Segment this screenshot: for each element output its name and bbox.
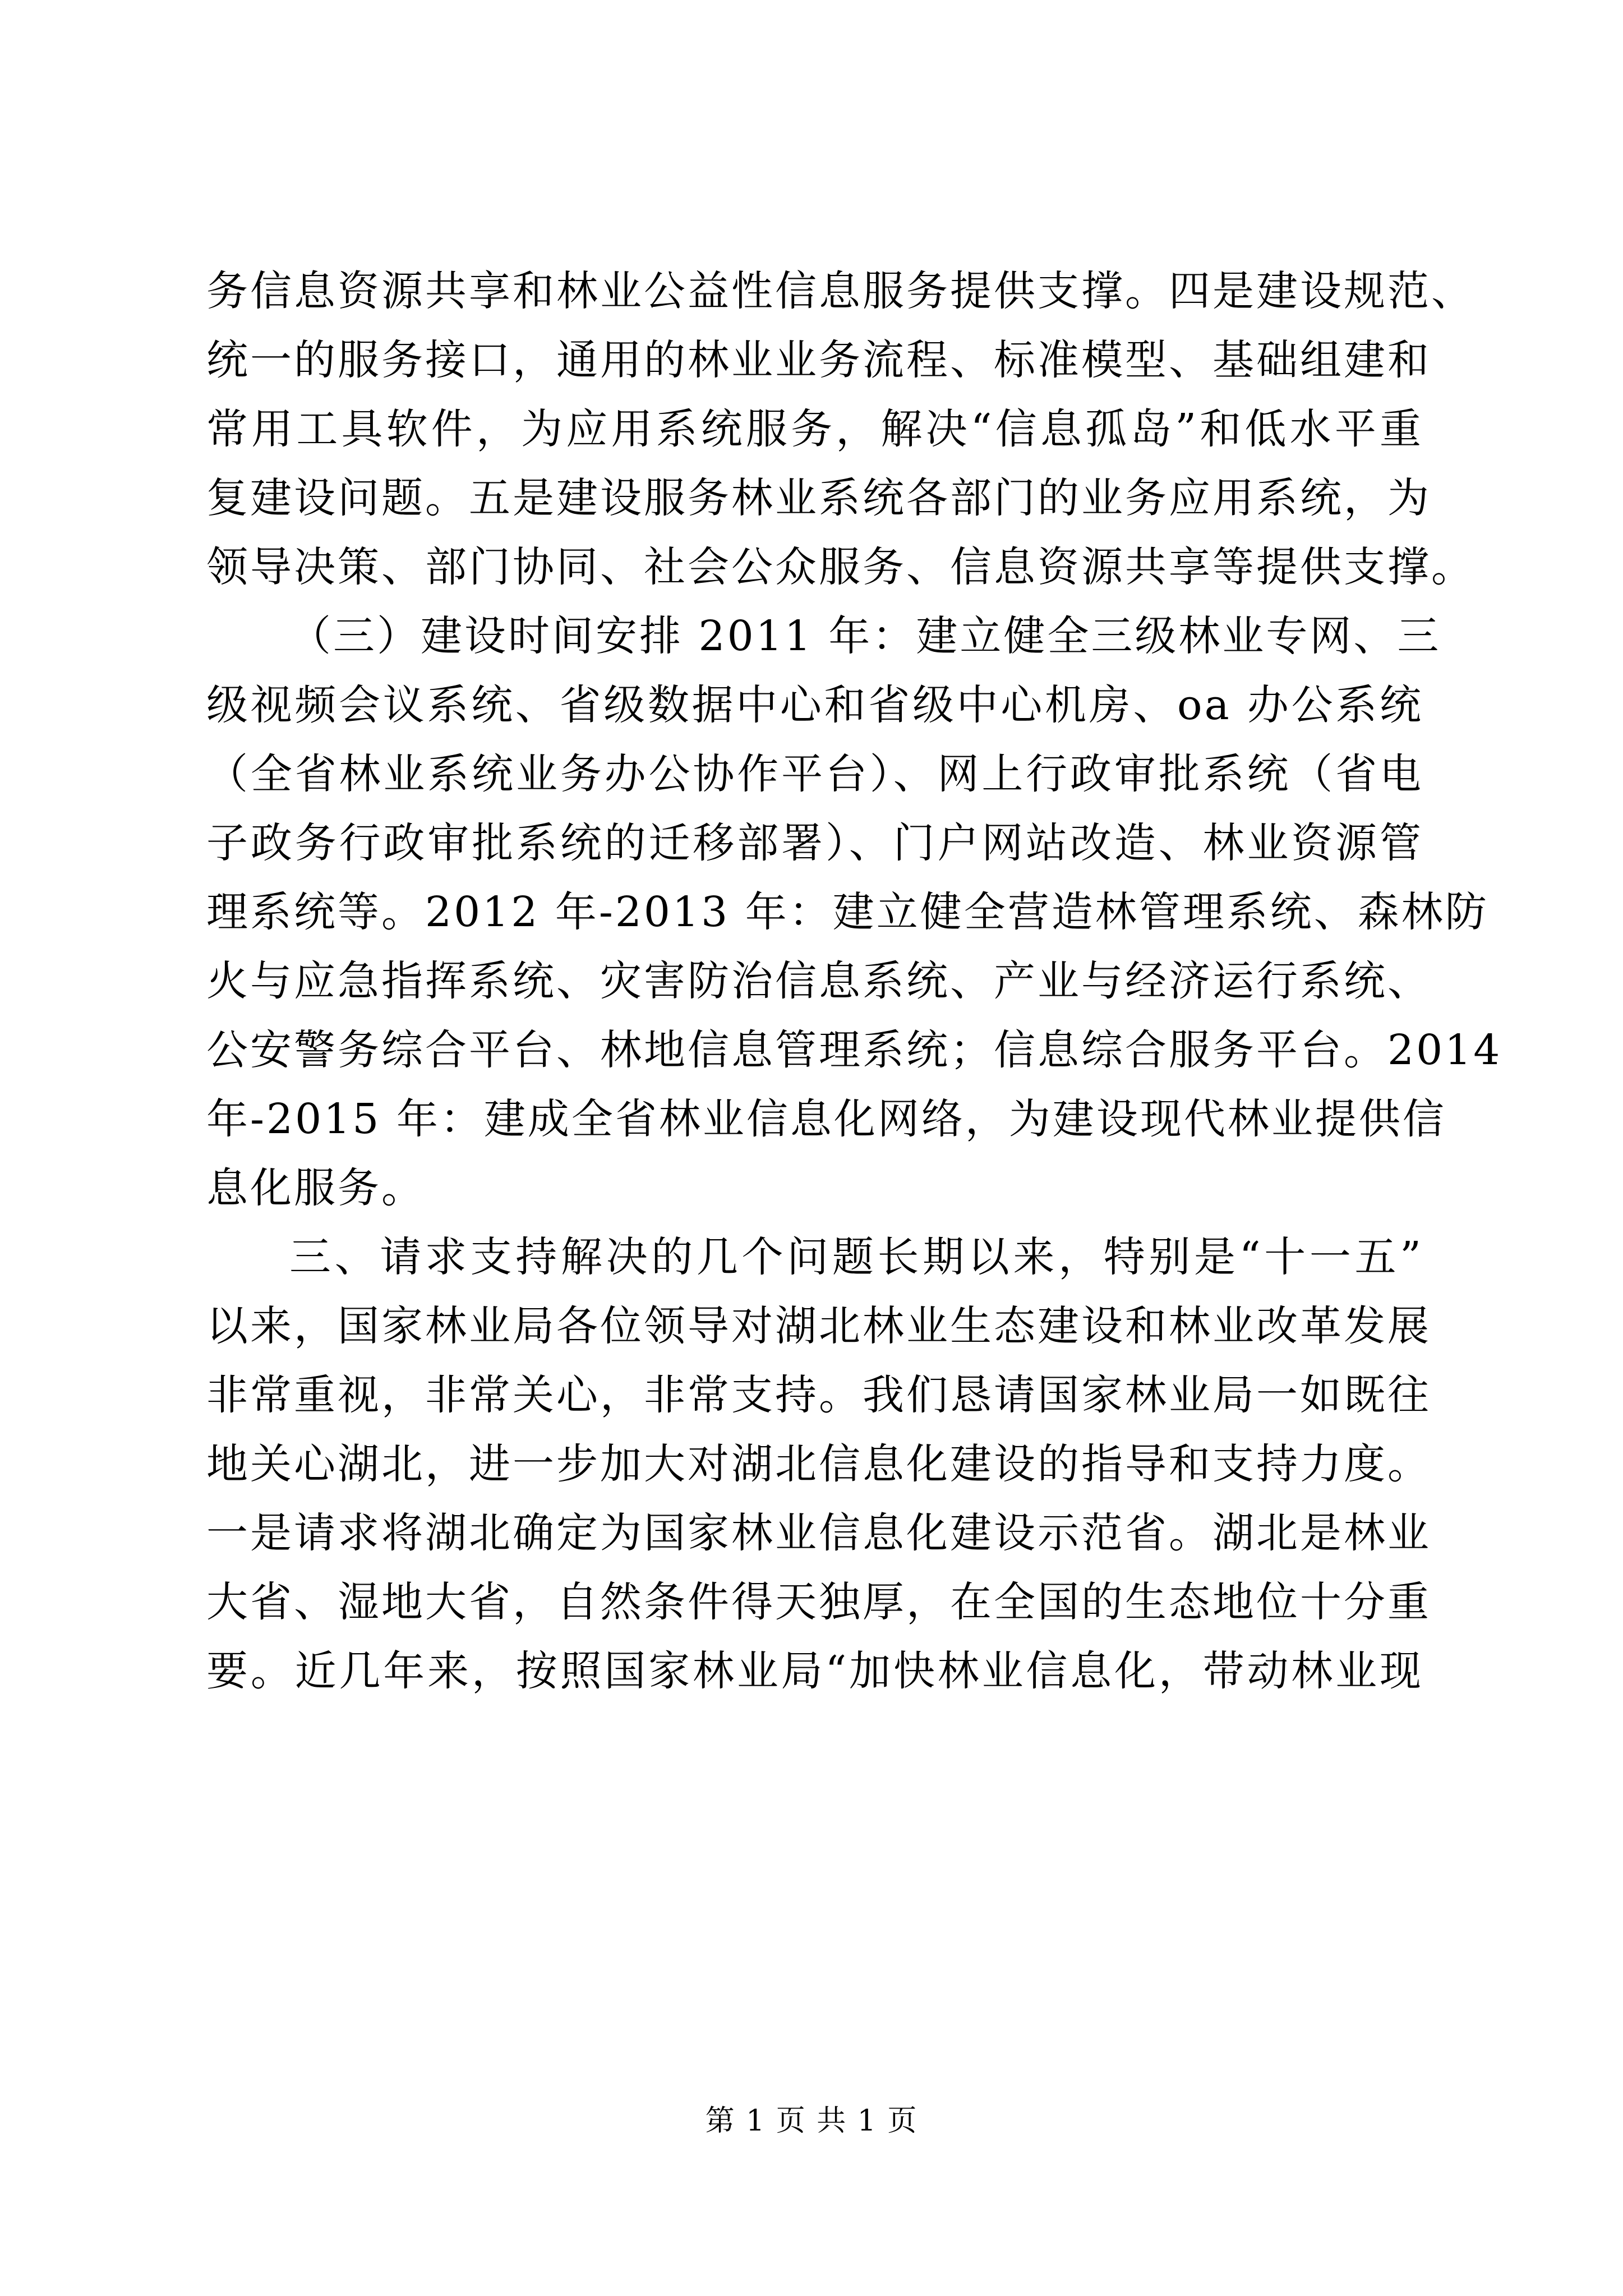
text-line: 地关心湖北，进一步加大对湖北信息化建设的指导和支持力度。 [206, 1440, 1431, 1488]
text-line: 公安警务综合平台、林地信息管理系统；信息综合服务平台。2014 [206, 1026, 1502, 1074]
text-line: （全省林业系统业务办公协作平台）、网上行政审批系统（省电 [206, 750, 1423, 798]
text-line: 子政务行政审批系统的迁移部署）、门户网站改造、林业资源管 [206, 819, 1423, 867]
paragraph-start-line: （三）建设时间安排 2011 年：建立健全三级林业专网、三 [289, 612, 1441, 660]
paragraph-start-line: 三、请求支持解决的几个问题长期以来，特别是“十一五” [289, 1233, 1423, 1281]
text-line: 息化服务。 [206, 1164, 425, 1212]
text-line: 以来，国家林业局各位领导对湖北林业生态建设和林业改革发展 [206, 1302, 1431, 1350]
text-line: 领导决策、部门协同、社会公众服务、信息资源共享等提供支撑。 [206, 543, 1475, 591]
page-footer: 第 1 页 共 1 页 [705, 2104, 918, 2138]
text-line: 常用工具软件，为应用系统服务，解决“信息孤岛”和低水平重 [206, 405, 1423, 453]
text-line: 火与应急指挥系统、灾害防治信息系统、产业与经济运行系统、 [206, 957, 1431, 1005]
document-body [206, 257, 1502, 1706]
text-line: 级视频会议系统、省级数据中心和省级中心机房、oa 办公系统 [206, 681, 1423, 729]
text-line: 务信息资源共享和林业公益性信息服务提供支撑。四是建设规范、 [206, 267, 1475, 315]
text-line: 要。近几年来，按照国家林业局“加快林业信息化，带动林业现 [206, 1647, 1423, 1695]
text-line: 一是请求将湖北确定为国家林业信息化建设示范省。湖北是林业 [206, 1509, 1431, 1557]
text-line: 大省、湿地大省，自然条件得天独厚，在全国的生态地位十分重 [206, 1578, 1431, 1626]
text-line: 理系统等。2012 年-2013 年：建立健全营造林管理系统、森林防 [206, 888, 1489, 936]
text-line: 年-2015 年：建成全省林业信息化网络，为建设现代林业提供信 [206, 1095, 1446, 1143]
text-line: 非常重视，非常关心，非常支持。我们恳请国家林业局一如既往 [206, 1371, 1431, 1419]
text-line: 复建设问题。五是建设服务林业系统各部门的业务应用系统，为 [206, 474, 1431, 522]
text-line: 统一的服务接口，通用的林业业务流程、标准模型、基础组建和 [206, 336, 1431, 384]
